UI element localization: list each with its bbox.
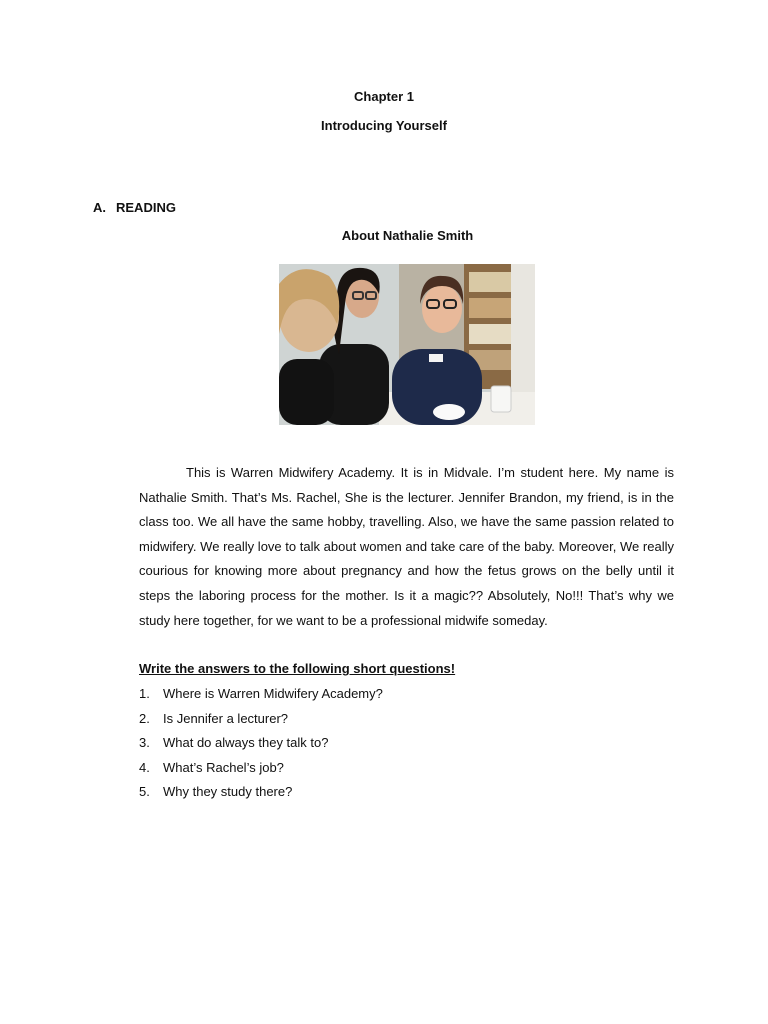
questions-heading: Write the answers to the following short questions! xyxy=(139,661,456,676)
question-number: 3. xyxy=(139,735,150,751)
question-number: 4. xyxy=(139,759,150,775)
section-label: READING xyxy=(116,200,176,215)
question-item xyxy=(139,760,383,785)
question-item xyxy=(139,784,383,809)
classroom-photo xyxy=(279,264,535,425)
question-text: What’s Rachel’s job? xyxy=(163,759,284,775)
question-number: 5. xyxy=(139,784,150,800)
section-heading xyxy=(93,200,176,215)
question-number: 2. xyxy=(139,710,150,726)
question-text: Where is Warren Midwifery Academy? xyxy=(163,686,383,701)
question-text: Why they study there? xyxy=(163,784,293,800)
question-text: What do always they talk to? xyxy=(163,735,329,751)
question-number: 1. xyxy=(139,686,150,701)
reading-title: About Nathalie Smith xyxy=(341,228,474,243)
chapter-subtitle: Introducing Yourself xyxy=(321,118,447,133)
reading-paragraph: This is Warren Midwifery Academy. It is in Midvale. I’m student here. My name is Nathalie Smith. That’s Ms. Rachel, She is the lecturer. Jennifer Brandon, my friend, is in the class too. We all have the same hobby, travelling. Also, we have the same passion related to midwifery. We really love to talk about women and take care of the baby. Moreover, We really courious for knowing more about pregnancy and how the fetus grows on the belly until it steps the laboring process for the mother. Is it a magic?? Absolutely, No!!! That’s why we study here together, for we want to be a professional midwife someday. xyxy=(139,465,674,628)
questions-list xyxy=(139,686,383,809)
question-item xyxy=(139,686,383,711)
question-item xyxy=(139,735,383,760)
section-letter: A. xyxy=(93,200,106,215)
chapter-heading: Chapter 1 xyxy=(354,89,414,104)
question-item xyxy=(139,711,383,736)
question-text: Is Jennifer a lecturer? xyxy=(163,710,289,726)
